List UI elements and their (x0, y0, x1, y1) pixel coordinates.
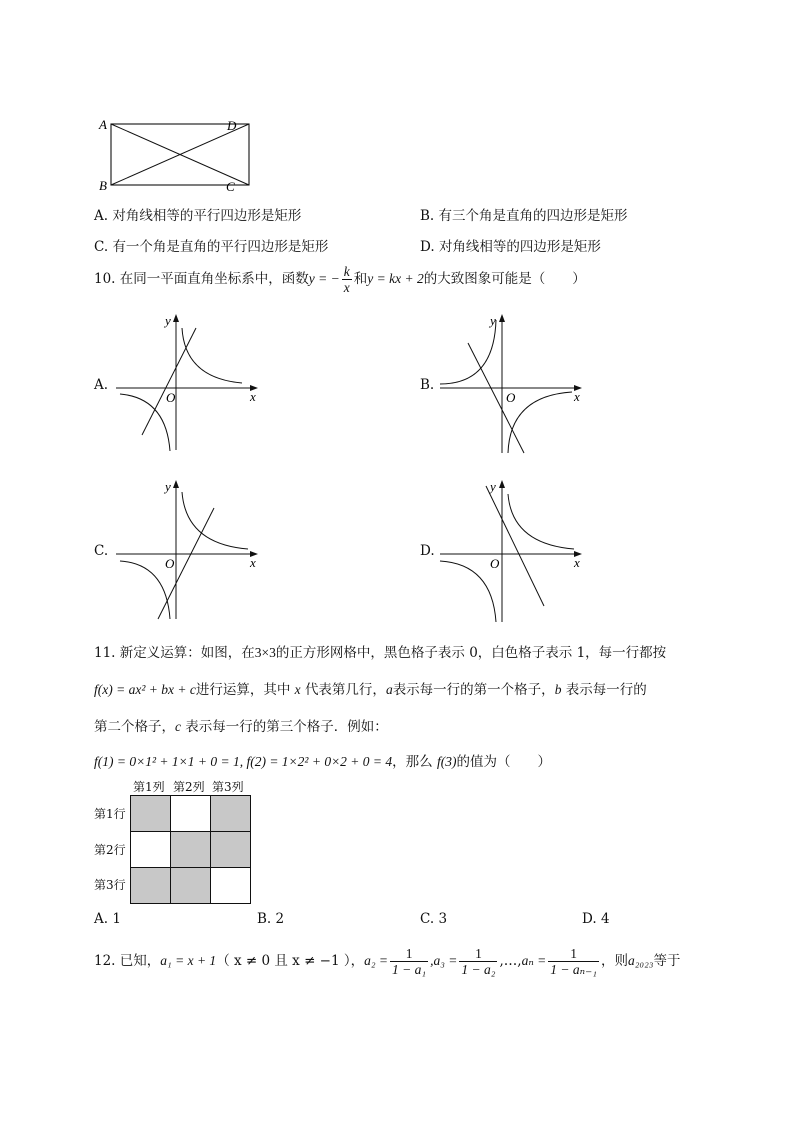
fraction-k-over-x (342, 264, 352, 295)
option-text: 有三个角是直角的四边形是矩形 (438, 208, 628, 224)
fraction-denominator: x (343, 280, 350, 295)
option-key: C. (420, 911, 435, 927)
graph-c (110, 474, 270, 624)
option-text: 有一个角是直角的平行四边形是矩形 (112, 239, 329, 255)
fraction-denominator: 1 − a₁ (392, 962, 427, 977)
option-key: B. (257, 911, 272, 927)
fraction-a2 (390, 946, 428, 977)
grid-cell-white (171, 796, 211, 832)
option-key: D. (582, 911, 597, 927)
grid-cell-white (131, 832, 171, 868)
a2-lhs: a₂ = (364, 953, 389, 968)
q11-option-c[interactable] (420, 911, 447, 927)
x-axis-label: x (574, 555, 580, 570)
y-axis-arrow (173, 314, 179, 322)
example-formula: f(1) = 0×1² + 1×1 + 0 = 1, f(2) = 1×2² + 0×2 + 0 = 4 (94, 754, 393, 769)
vertex-label-b: B (99, 178, 107, 193)
stem-text: 表示每一行的第三个格子．例如： (185, 719, 388, 735)
question-number: 11. (94, 645, 116, 661)
origin-label: O (166, 390, 176, 405)
hyperbola-branch-1 (182, 492, 248, 549)
option-key: A. (94, 208, 109, 224)
line-graph (468, 343, 524, 453)
grid-row (131, 832, 251, 868)
x-axis-label: x (250, 555, 256, 570)
option-key: B. (420, 208, 435, 224)
q11-option-b[interactable] (257, 911, 284, 927)
variable-x: x (294, 682, 301, 697)
stem-text: 已知， (119, 953, 161, 969)
fraction-denominator: 1 − a₂ (461, 962, 496, 977)
y-axis-arrow (499, 480, 505, 488)
fraction-denominator: 1 − aₙ₋₁ (550, 962, 597, 977)
target-term: a₂₀₂₃ (627, 953, 654, 968)
grid-cell-black (131, 796, 171, 832)
origin-label: O (506, 390, 516, 405)
graph-d-label[interactable]: D. (420, 543, 435, 559)
condition-text: （ x ≠ 0 且 x ≠ −1 ）， (216, 953, 365, 969)
rectangle-figure (95, 112, 255, 196)
grid-cell-white (211, 868, 251, 904)
option-key: C. (94, 239, 109, 255)
fraction-a3 (459, 946, 497, 977)
variable-b: b (554, 682, 562, 697)
option-text: 4 (600, 911, 610, 927)
graph-d (436, 474, 596, 624)
fraction-numerator: k (343, 264, 350, 279)
y-axis-label: y (165, 313, 171, 328)
graph-b-label[interactable]: B. (420, 377, 435, 393)
line-graph (142, 328, 196, 435)
column-header-1: 第1列 (133, 780, 165, 794)
q11-line-2 (94, 678, 647, 698)
stem-text-tail: 的大致图象可能是（ ） (423, 271, 586, 287)
hyperbola-branch-2 (120, 394, 170, 451)
stem-text: 表示每一行的 (565, 682, 647, 698)
f3-expression: f(3) (436, 754, 457, 769)
y-axis-arrow (173, 480, 179, 488)
stem-text: ，则 (600, 953, 628, 969)
x-axis-label: x (250, 389, 256, 404)
line-graph (486, 486, 544, 606)
y-axis-label: y (165, 479, 171, 494)
option-text: 对角线相等的平行四边形是矩形 (112, 208, 302, 224)
stem-text: 进行运算，其中 (195, 682, 291, 698)
stem-text: 第二个格子， (94, 719, 175, 735)
row-header-1: 第1行 (94, 807, 126, 821)
column-header-3: 第3列 (212, 780, 244, 794)
y-axis-label: y (490, 313, 496, 328)
q10-stem (94, 262, 586, 296)
vertex-label-c: C (226, 179, 235, 194)
function-1-lhs: y = − (308, 271, 340, 286)
option-text: 对角线相等的四边形是矩形 (438, 239, 601, 255)
q11-option-d[interactable] (582, 911, 610, 927)
option-text: 3 (438, 911, 448, 927)
q12-stem (94, 944, 680, 978)
a3-lhs: ,a₃ = (430, 953, 458, 968)
q11-line-1 (94, 641, 666, 661)
question-number: 10. (94, 271, 116, 287)
row-header-2: 第2行 (94, 843, 126, 857)
stem-text: 新定义运算：如图，在 (119, 645, 255, 661)
vertex-label-a: A (99, 117, 107, 132)
grid-cell-black (131, 868, 171, 904)
hyperbola-branch-2 (508, 392, 572, 453)
function-2: y = kx + 2 (367, 271, 424, 286)
column-header-2: 第2列 (173, 780, 205, 794)
vertex-label-d: D (227, 118, 237, 133)
x-axis-label: x (574, 389, 580, 404)
origin-label: O (165, 556, 175, 571)
option-text: 1 (112, 911, 121, 927)
grid-row (131, 796, 251, 832)
stem-text: 的值为（ ） (456, 754, 551, 770)
an-lhs: aₙ = (521, 953, 547, 968)
grid-cell-black (211, 832, 251, 868)
hyperbola-branch-2 (440, 561, 496, 622)
graph-a-label[interactable]: A. (94, 377, 109, 393)
a1-definition: a₁ = x + 1 (160, 953, 217, 968)
color-grid (130, 795, 251, 904)
origin-label: O (490, 556, 500, 571)
q9-option-d[interactable] (420, 235, 601, 255)
variable-c: c (175, 719, 181, 734)
stem-text: 的正方形网格中，黑色格子表示 0，白色格子表示 1，每一行都按 (275, 645, 667, 661)
row-header-3: 第3行 (94, 878, 126, 892)
grid-row (131, 868, 251, 904)
stem-text: 在同一平面直角坐标系中，函数 (119, 271, 309, 287)
stem-text: ，那么 (392, 754, 433, 770)
graph-a (110, 308, 270, 458)
hyperbola-branch-1 (182, 328, 242, 383)
operation-formula: f(x) = ax² + bx + c (94, 682, 196, 697)
grid-cell-black (171, 832, 211, 868)
grid-cell-black (171, 868, 211, 904)
stem-text: 代表第几行， (304, 682, 386, 698)
ellipsis: ,…, (499, 953, 522, 969)
option-key: A. (94, 911, 109, 927)
y-axis-arrow (499, 314, 505, 322)
stem-text: 等于 (653, 953, 681, 969)
option-key: D. (420, 239, 435, 255)
grid-size: 3×3 (254, 645, 276, 660)
connector-text: 和 (353, 271, 368, 287)
q11-line-3 (94, 715, 388, 735)
y-axis-label: y (490, 479, 496, 494)
fraction-numerator: 1 (459, 946, 497, 962)
fraction-an (548, 946, 599, 977)
q11-line-4 (94, 750, 551, 770)
graph-c-label[interactable]: C. (94, 543, 109, 559)
stem-text: 表示每一行的第一个格子， (392, 682, 555, 698)
hyperbola-branch-1 (440, 320, 496, 384)
fraction-numerator: 1 (390, 946, 428, 962)
hyperbola-branch-1 (508, 494, 574, 549)
grid-cell-black (211, 796, 251, 832)
option-text: 2 (275, 911, 285, 927)
graph-b (436, 308, 596, 458)
variable-a: a (385, 682, 393, 697)
fraction-numerator: 1 (548, 946, 599, 962)
q9-option-c[interactable] (94, 235, 328, 255)
q9-option-a[interactable] (94, 204, 301, 224)
q9-option-b[interactable] (420, 204, 628, 224)
question-number: 12. (94, 953, 116, 969)
q11-option-a[interactable] (94, 911, 121, 927)
